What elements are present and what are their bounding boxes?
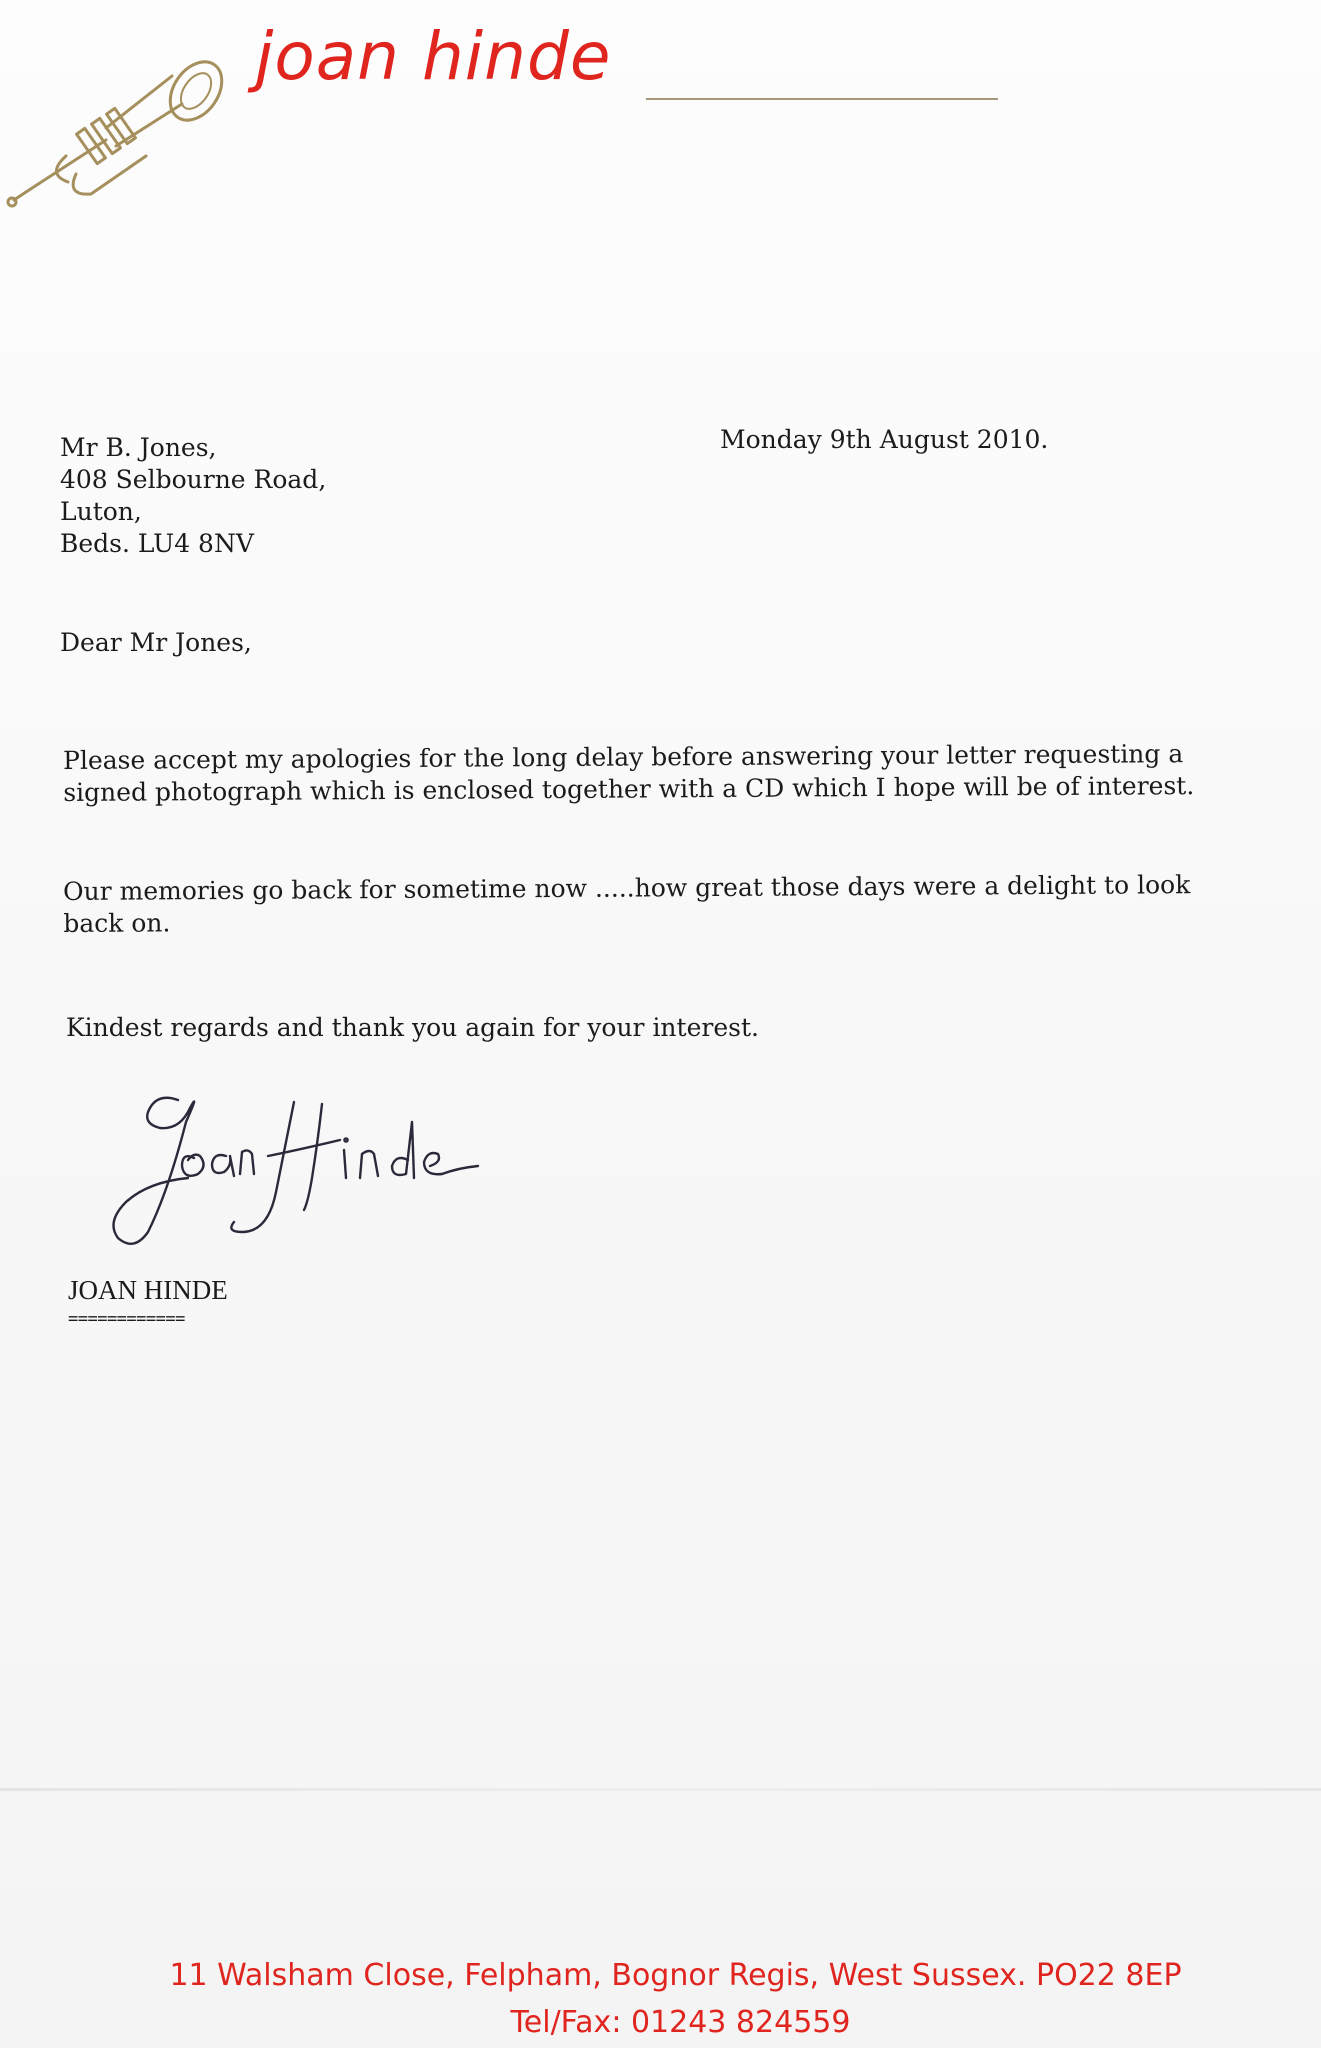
footer-address: 11 Walsham Close, Felpham, Bognor Regis, West Sussex. PO22 8EP <box>169 1958 1182 1993</box>
handwritten-signature <box>108 1082 648 1250</box>
paper-fold <box>0 1788 1321 1791</box>
body-line: back on. <box>63 908 171 938</box>
footer-phone: Tel/Fax: 01243 824559 <box>510 2005 851 2040</box>
body-paragraph-1 <box>63 738 1194 809</box>
body-paragraph-2 <box>63 869 1191 940</box>
letterhead-rule <box>646 98 998 100</box>
trumpet-icon <box>6 56 224 216</box>
body-paragraph-3: Kindest regards and thank you again for your interest. <box>66 1013 759 1042</box>
recipient-line: Mr B. Jones, <box>60 433 217 462</box>
body-line: Please accept my apologies for the long delay before answering your letter requesting a <box>63 739 1184 775</box>
recipient-line: 408 Selbourne Road, <box>60 465 327 494</box>
printed-signature-name: JOAN HINDE <box>68 1275 228 1305</box>
recipient-line: Beds. LU4 8NV <box>60 529 254 558</box>
recipient-line: Luton, <box>60 497 142 526</box>
recipient-address <box>60 432 326 560</box>
letterhead-name: joan hinde <box>255 18 612 95</box>
letter-date: Monday 9th August 2010. <box>720 425 1049 454</box>
signature-underline: ============ <box>68 1309 185 1329</box>
salutation: Dear Mr Jones, <box>60 628 252 657</box>
body-line: Our memories go back for sometime now .....how great those days were a delight to look <box>63 870 1191 906</box>
body-line: signed photograph which is enclosed together with a CD which I hope will be of interest. <box>63 771 1195 807</box>
